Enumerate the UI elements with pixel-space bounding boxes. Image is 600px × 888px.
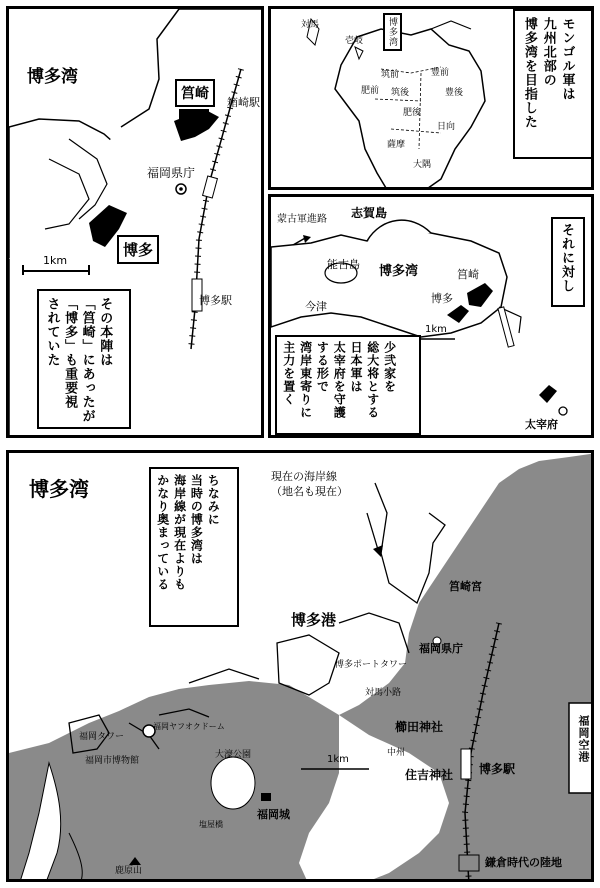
miyazakigu-label: 筥崎宮 xyxy=(449,580,482,593)
caption-box xyxy=(513,9,594,159)
port-label: 博多港 xyxy=(291,611,337,629)
shika-label: 志賀島 xyxy=(351,206,388,220)
scale-label: 1km xyxy=(327,754,349,765)
place-tsushima: 対馬 xyxy=(301,20,320,30)
fukuoka-tower-label: 福岡タワー xyxy=(79,732,125,742)
panel-hakata-camp xyxy=(6,6,264,438)
airport-label: 福岡空港 xyxy=(577,715,590,763)
hakata-station-label: 博多駅 xyxy=(479,762,516,776)
yahuoku-dome-label: 福岡ヤフオクドーム xyxy=(153,722,225,731)
fukuoka-castle-label: 福岡城 xyxy=(257,808,290,821)
place-chikuzen: 筑前 xyxy=(381,70,400,80)
caption-text: モンゴル軍は 九州北部の 博多湾を目指した xyxy=(521,17,575,129)
place-chikugo: 筑後 xyxy=(391,88,410,98)
prefecture-office-label: 福岡県庁 xyxy=(147,166,196,180)
caption-text: ちなみに 当時の博多湾は 海岸線が現在よりも かなり奥まっている xyxy=(155,474,221,591)
imazu-label: 今津 xyxy=(305,300,327,313)
place-osumi: 大隅 xyxy=(413,160,432,170)
route-label: 蒙古軍進路 xyxy=(277,214,327,225)
city-museum-label: 福岡市博物館 xyxy=(85,756,140,766)
caption-box xyxy=(37,289,131,429)
caption-main-text: 少弐家を 総大将とする 日本軍は 太宰府を守護 する形で 湾岸東寄りに 主力を置く xyxy=(281,341,397,419)
nokonoshima-label: 能古島 xyxy=(327,258,360,271)
port-tower-label: 博多ポートタワー xyxy=(335,660,408,670)
caption-right-box xyxy=(551,217,585,307)
place-satsuma: 薩摩 xyxy=(387,140,406,150)
dazaifu-label: 太宰府 xyxy=(525,418,558,431)
place-hyuga: 日向 xyxy=(437,122,456,132)
hakata-label: 博多 xyxy=(117,235,159,264)
hakata-label: 博多 xyxy=(431,292,453,305)
kamebaru-label: 鹿原山 xyxy=(115,866,143,876)
caption-text: その本陣は 「筥崎」にあったが 「博多」も重要視 されていた xyxy=(44,297,113,423)
ohori-park-label: 大濠公園 xyxy=(215,750,252,760)
panel-kyushu xyxy=(268,6,594,190)
caption-main-box xyxy=(275,335,421,435)
miyazaki-label: 筥崎 xyxy=(457,268,479,281)
kushida-label: 櫛田神社 xyxy=(395,720,444,734)
sumiyoshi-label: 住吉神社 xyxy=(405,768,454,782)
map-kamakura-coast xyxy=(9,453,594,882)
shiobara-label: 塩屋橋 xyxy=(199,820,223,829)
place-iki: 壱岐 xyxy=(345,36,364,46)
caption-right-text: それに対し xyxy=(559,223,574,293)
place-hizen: 肥前 xyxy=(361,86,380,96)
coast-note: 現在の海岸線 （地名も現在） xyxy=(271,470,348,499)
nakasu-label: 中州 xyxy=(387,748,406,758)
bay-label: 博多湾 xyxy=(27,67,78,87)
panel-japanese-army xyxy=(268,194,594,438)
place-bungo: 豊後 xyxy=(445,88,464,98)
caption-box xyxy=(149,467,239,627)
legend-label: 鎌倉時代の陸地 xyxy=(485,856,562,869)
scale-label: 1km xyxy=(425,324,447,335)
place-buzen: 豊前 xyxy=(431,68,450,78)
tsushima-alley-label: 対馬小路 xyxy=(365,688,402,698)
hakata-station-label: 博多駅 xyxy=(199,294,232,307)
panel-kamakura-coast xyxy=(6,450,594,882)
miyazaki-label: 筥崎 xyxy=(175,79,215,107)
place-higo: 肥後 xyxy=(403,108,422,118)
hakozaki-station-label: 箱崎駅 xyxy=(227,96,260,109)
pref-office-label: 福岡県庁 xyxy=(419,642,463,655)
place-hakata-bay: 博多湾 xyxy=(383,13,402,51)
bay-label: 博多湾 xyxy=(379,264,419,279)
scale-label: 1km xyxy=(43,254,68,267)
bay-label: 博多湾 xyxy=(29,477,89,501)
